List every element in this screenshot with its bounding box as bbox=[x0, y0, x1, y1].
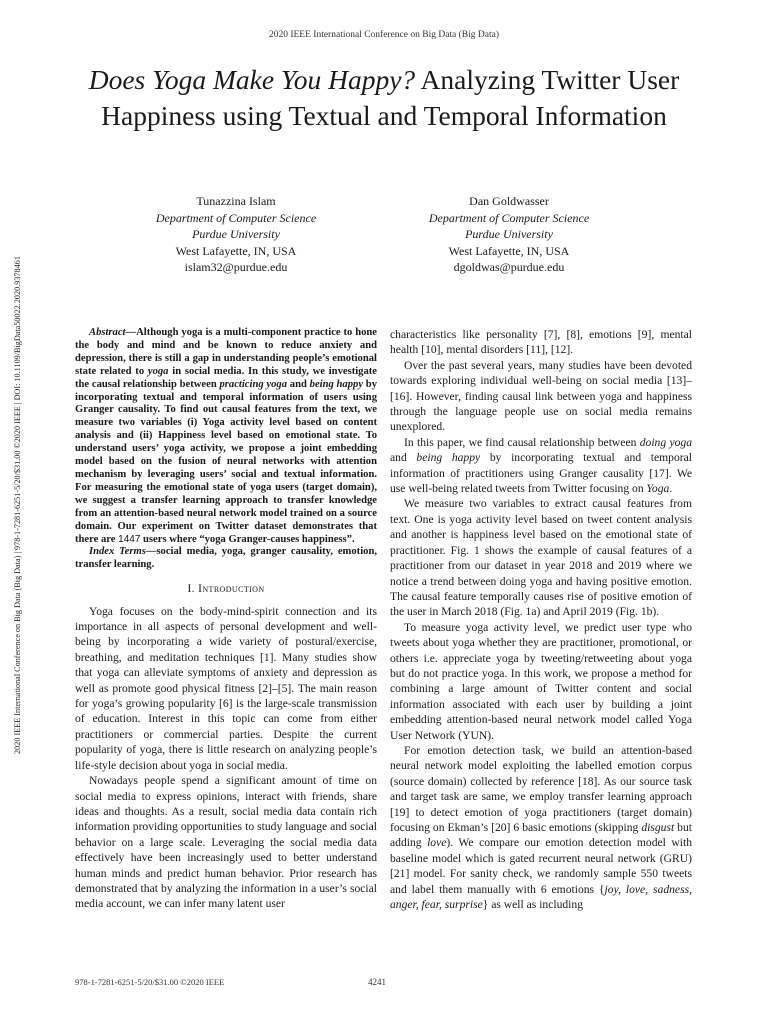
author-email: dgoldwas@purdue.edu bbox=[453, 260, 565, 274]
author-location: West Lafayette, IN, USA bbox=[448, 243, 570, 258]
right-column bbox=[390, 327, 692, 912]
side-margin bbox=[12, 180, 24, 830]
side-margin-text: 2020 IEEE International Conference on Big Data (Big Data) | 978-1-7281-6251-5/20/$31.00 ©2020 IEEE | DOI: 10.1109/BigData50022.2020.9378461 bbox=[13, 256, 22, 754]
body-paragraph: Yoga focuses on the body-mind-spirit connection and its importance in all aspects of personal development and well-being by incorporating a wide variety of postural/exercise, breathing, and meditation techniques [1]. Many studies show that yoga can alleviate symptoms of anxiety and depression as well as promote good physical fitness [2]–[5]. The main reason for yoga’s growing popularity [6] is the large-scale transmission of education. Interest in this topic can come from either practitioners or commercial parties. Despite the current popularity of yoga, there is little research on analyzing people’s life-style decision about yoga in social media. bbox=[75, 604, 377, 772]
abstract-yoga: yoga bbox=[147, 365, 169, 377]
author-department: Department of Computer Science bbox=[428, 210, 590, 225]
body-paragraph: characteristics like personality [7], [8], emotions [9], mental health [10], mental disorders [11], [12]. bbox=[390, 328, 692, 357]
abstract-practicing-yoga: practicing yoga bbox=[219, 378, 288, 390]
text-run-italic: doing yoga bbox=[639, 435, 692, 449]
author-name: Tunazzina Islam bbox=[196, 194, 276, 208]
body-paragraph: Nowadays people spend a significant amount of time on social media to express opinions, interact with friends, share ideas and thoughts. As a result, social media data contain rich information providing opportunities to study language and social behavior on a large scale. Leveraging the social media data effectively have been increasingly used to better understand human minds and predict human behavior. Prior research has demonstrated that by analyzing the information in a user’s social media account, we can infer many latent user bbox=[75, 774, 377, 911]
author-block-1 bbox=[111, 193, 361, 276]
text-run: 550 bbox=[640, 867, 658, 881]
body-paragraph bbox=[390, 435, 692, 497]
text-run-italic: Yoga bbox=[646, 482, 670, 496]
left-column bbox=[75, 327, 377, 912]
section-heading bbox=[75, 582, 377, 597]
text-run: ). We compare our emotion detection model with baseline model which is gated recurrent neural network (GRU) [21] model. For sanity check, we randomly sample bbox=[390, 836, 693, 881]
abstract-user-count: 1447 bbox=[118, 533, 141, 545]
body-paragraph: Over the past several years, many studies have been devoted towards exploring individual well-being on social media [13]–[16]. However, finding causal link between yoga and happiness through the language people use on social media remains unexplored. bbox=[390, 358, 692, 434]
section-number: I. bbox=[187, 583, 199, 596]
abstract-text-2: in social media. In this study, we investigate the causal relationship between bbox=[75, 365, 377, 390]
title-rest: Analyzing Twitter User Happiness using Textual and Temporal Information bbox=[101, 64, 680, 131]
text-run-italic: joy, love, sadness, anger, fear, surprise bbox=[390, 882, 692, 912]
text-run: and bbox=[390, 451, 417, 465]
author-location: West Lafayette, IN, USA bbox=[175, 243, 297, 258]
text-run-italic: love bbox=[427, 836, 447, 850]
author-university: Purdue University bbox=[192, 227, 280, 241]
index-terms-text: —social media, yoga, granger causality, emotion, transfer learning. bbox=[75, 546, 377, 571]
text-run: In this paper, we find causal relationship between bbox=[404, 435, 640, 449]
author-university: Purdue University bbox=[465, 227, 553, 241]
page-number: 4241 bbox=[368, 977, 386, 987]
abstract-dash: — bbox=[125, 327, 137, 338]
text-run: . bbox=[669, 482, 673, 496]
text-run: but adding bbox=[390, 821, 692, 850]
index-terms-label: Index Terms bbox=[89, 546, 146, 558]
conference-header: 2020 IEEE International Conference on Big Data (Big Data) bbox=[268, 30, 500, 40]
abstract-text-3: and bbox=[287, 378, 310, 390]
title-italic: Does Yoga Make You Happy? bbox=[88, 64, 416, 95]
abstract-text-1: Although yoga is a multi-component practice to hone the body and mind and be known to reduce anxiety and depression, there is still a gap in understanding people’s emotional state related to bbox=[75, 327, 377, 377]
author-email: islam32@purdue.edu bbox=[184, 260, 288, 274]
body-paragraph: We measure two variables to extract causal features from text. One is yoga activity level based on tweet content analysis and another is happiness level based on the emotional state of practitioner. Fig. 1 shows the example of causal features of a practitioner from our dataset in year 2018 and 2019 where we notice a trend between doing yoga and having positive emotion. The causal feature temporally causes rise of positive emotion of the user in March 2018 (Fig. 1a) and April 2019 (Fig. 1b). bbox=[390, 497, 692, 619]
footer-isbn: 978-1-7281-6251-5/20/$31.00 ©2020 IEEE bbox=[75, 977, 225, 987]
text-run: } as well as including bbox=[482, 898, 583, 912]
abstract-text-4: by incorporating textual and temporal information of users using Granger causality. To find out causal features from the text, we measure two variables (i) Yoga activity level based on content analysis and (ii) Happiness level based on emotional state. To understand users’ yoga activity, we propose a joint embedding model based on the fusion of neural networks with attention mechanism by leveraging users’ social and textual information. For measuring the emotional state of yoga users (target domain), we suggest a transfer learning approach to transfer knowledge from an attention-based neural network model trained on a source domain. Our experiment on Twitter dataset demonstrates that there are bbox=[75, 378, 377, 545]
body-paragraph bbox=[390, 743, 692, 912]
text-run-italic: disgust bbox=[641, 821, 675, 834]
text-run: tweets and label them manually with 6 emotions { bbox=[390, 867, 692, 896]
body-paragraph: To measure yoga activity level, we predict user type who tweets about yoga whether they are practitioner, promotional, or others i.e. appreciate yoga by tweeting/retweeting about yoga but do not practice yoga. In this work, we propose a method for combining a large amount of Twitter content and social information associated with each user by building a joint embedding attention-based neural network model called Yoga User Network (YUN). bbox=[390, 620, 692, 742]
author-department: Department of Computer Science bbox=[155, 210, 317, 225]
paper-title bbox=[64, 62, 704, 134]
text-run: by incorporating textual and temporal information of practitioners using Granger causality [17]. We use well-being related tweets from Twitter focusing on bbox=[390, 451, 692, 496]
abstract-text-5: users where “yoga Granger-causes happiness”. bbox=[140, 533, 355, 545]
author-name: Dan Goldwasser bbox=[469, 194, 549, 208]
author-block-2 bbox=[384, 193, 634, 276]
abstract-label: Abstract bbox=[89, 327, 126, 338]
text-run-italic: being happy bbox=[416, 451, 481, 465]
section-title: Introduction bbox=[198, 583, 265, 596]
abstract bbox=[75, 327, 377, 546]
text-run: For emotion detection task, we build an attention-based neural network model exploiting the labelled emotion corpus (source domain) collected by reference [18]. As our source task and target task are same, we employ transfer learning approach [19] to detect emotion of yoga practitioners (target domain) focusing on Ekman’s [20] 6 basic emotions (skipping bbox=[390, 743, 692, 834]
abstract-being-happy: being happy bbox=[309, 378, 364, 390]
index-terms bbox=[75, 546, 377, 572]
